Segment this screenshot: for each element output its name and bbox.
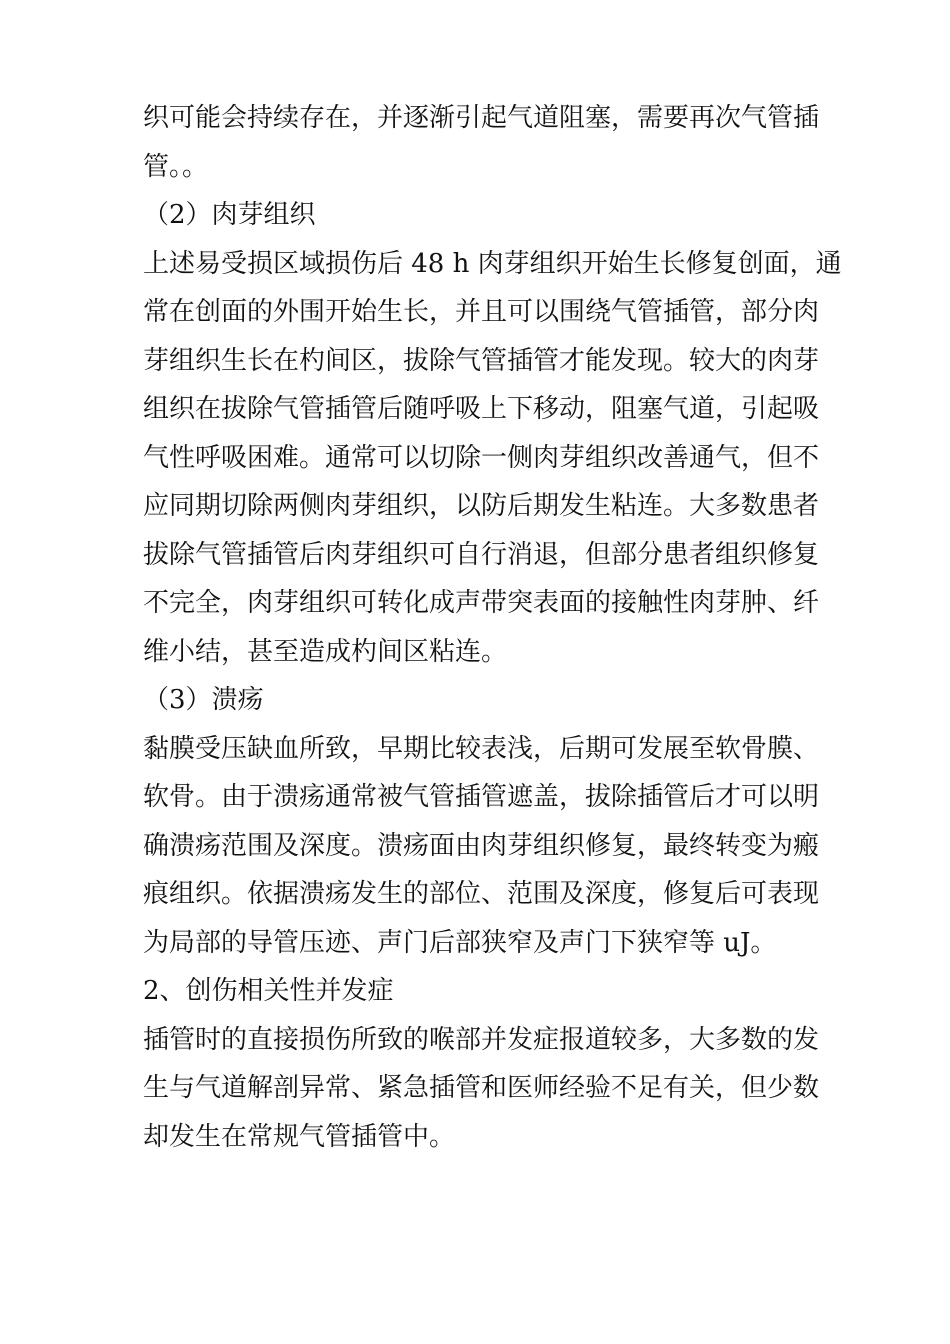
text-line: 芽组织生长在杓间区，拔除气管插管才能发现。较大的肉芽 bbox=[143, 345, 820, 376]
paragraph-airway-obstruction bbox=[143, 94, 820, 191]
text-line: 管。。 bbox=[143, 151, 209, 182]
text-line: 上述易受损区域损伤后 48 h 肉芽组织开始生长修复创面，通 bbox=[143, 248, 842, 279]
text-line: 拔除气管插管后肉芽组织可自行消退，但部分患者组织修复 bbox=[143, 539, 820, 570]
text-line: 黏膜受压缺血所致，早期比较表浅，后期可发展至软骨膜、 bbox=[143, 733, 820, 764]
section-heading-ulcer: （3）溃疡 bbox=[143, 685, 264, 715]
text-line: 生与气道解剖异常、紧急插管和医师经验不足有关，但少数 bbox=[143, 1073, 820, 1103]
paragraph-ulcer bbox=[143, 725, 820, 968]
text-line: 气性呼吸困难。通常可以切除一侧肉芽组织改善通气，但不 bbox=[143, 442, 820, 473]
paragraph-granulation bbox=[143, 240, 842, 677]
text-line: 应同期切除两侧肉芽组织，以防后期发生粘连。大多数患者 bbox=[143, 491, 820, 521]
section-heading-granulation: （2）肉芽组织 bbox=[143, 200, 316, 230]
text-line: 却发生在常规气管插管中。 bbox=[143, 1121, 456, 1152]
text-line: 织可能会持续存在，并逐渐引起气道阻塞，需要再次气管插 bbox=[143, 103, 820, 133]
text-line: 插管时的直接损伤所致的喉部并发症报道较多，大多数的发 bbox=[143, 1024, 820, 1055]
text-line: 组织在拔除气管插管后随呼吸上下移动，阻塞气道，引起吸 bbox=[143, 394, 820, 424]
text-line: 痕组织。依据溃疡发生的部位、范围及深度，修复后可表现 bbox=[143, 879, 820, 909]
text-line: 不完全，肉芽组织可转化成声带突表面的接触性肉芽肿、纤 bbox=[143, 588, 820, 618]
text-line: 常在创面的外围开始生长，并且可以围绕气管插管，部分肉 bbox=[143, 297, 820, 327]
text-line: 为局部的导管压迹、声门后部狭窄及声门下狭窄等 uJ。 bbox=[143, 927, 777, 958]
section-heading-trauma-complications: 2、创伤相关性并发症 bbox=[143, 976, 394, 1006]
document-body bbox=[143, 94, 842, 1161]
text-line: 软骨。由于溃疡通常被气管插管遮盖，拔除插管后才可以明 bbox=[143, 782, 820, 812]
text-line: 确溃疡范围及深度。溃疡面由肉芽组织修复，最终转变为瘢 bbox=[143, 830, 820, 861]
paragraph-trauma-complications bbox=[143, 1016, 820, 1162]
text-line: 维小结，甚至造成杓间区粘连。 bbox=[143, 636, 508, 667]
